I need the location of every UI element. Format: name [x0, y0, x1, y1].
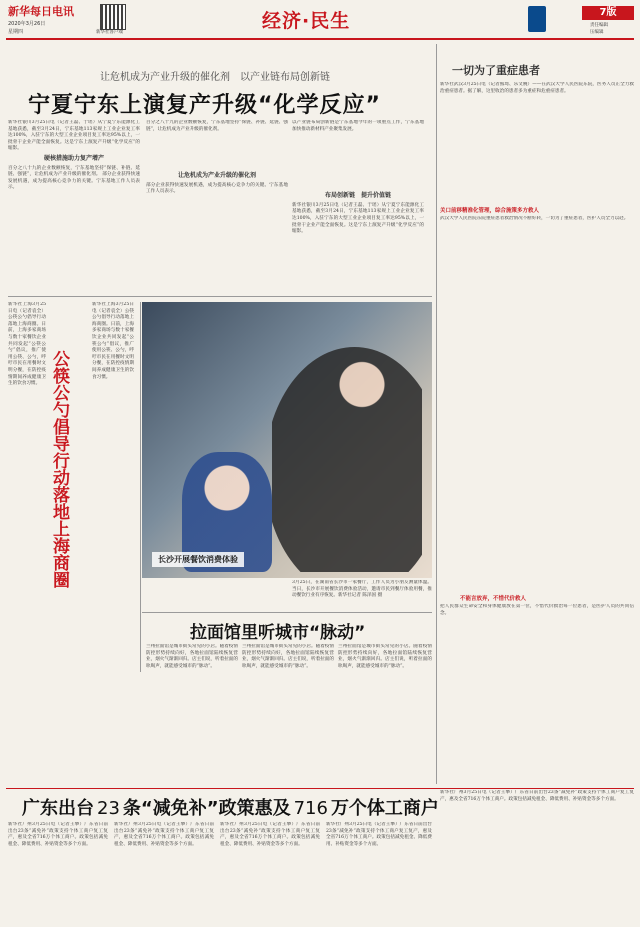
right-column-divider	[436, 44, 437, 784]
feature-text-1: 兰州拉面馆是城市街头常见的小店。随着疫情防控形势持续向好，各地拉面馆陆续恢复营业，烟火气渐渐回归。店主们说，听着拉面的吆喝声，就能感受城市的“脉动”。	[146, 644, 238, 669]
bottom-text-3: 新华社广州3月25日电（记者王攀）广东省日前出台23条“减免补”政策支持个体工商户复工复产，惠及全省716万个体工商户。政策包括减免租金、降低费用、补贴资金等多个方面。	[220, 822, 320, 847]
right-text-mid: 武汉大学人民医院东院重症患者救治情况不断好转，一切为了重症患者，医护人员全力以赴。	[440, 216, 629, 221]
paper-logo: 新华每日电讯	[8, 5, 74, 18]
masthead-rule	[6, 38, 634, 40]
lead-text-col-3: 以产业链布局创新链是宁东基地今年的一项重点工作，宁东基地加快推动新材料产业聚集发展。 布局创新链 提升价值链 新华社银川3月25日电（记者王磊、于瑶）从宁夏宁东能源化工基地获悉，截至3月24日，宁东基地113家规上工业企业复工率达100%，入驻宁东的大型工业企业项目复工率达95%以上，一批骨干企业产能全面恢复。这是宁东上演复产升级“化学反应”的缩影。	[292, 120, 424, 235]
photo-worker-figure	[272, 322, 422, 572]
right-headline: 一切为了重症患者	[452, 64, 540, 77]
lead-subhead-1: 硬核措施助力复产增产	[43, 154, 104, 162]
editor-line: 责任编辑	[590, 23, 608, 28]
lead-subhead-3: 让危机成为产业升级的催化剂	[177, 172, 256, 180]
lead-headline: 宁夏宁东上演复产升级“化学反应”	[28, 93, 381, 118]
right-subhead-2: 不能言放弃，不惜代价救人	[460, 596, 527, 602]
right-text-top: 新华社武汉3月25日电（记者熊琦、乐文婉）——在武汉大学人民医院东院，医务人员正全力救治重症患者。据了解，这里收治的患者多为重症和危重症患者。	[440, 82, 634, 94]
date-line: 2020年3月26日	[8, 21, 46, 27]
bottom-rule	[6, 788, 634, 789]
commentary-divider	[140, 302, 141, 672]
designer-line: 压编辑	[590, 30, 604, 35]
right-subhead-1: 关口前移精准化管理，综合施策多方救人	[440, 208, 540, 214]
commentary-text-2: 新华社上海3月25日电（记者袁全）公筷公勺倡导行动落地上海商圈。日前，上海多家商场与数十家餐饮企业共同发起“公筷公勺”倡议，推广使用公筷、公勺，呼吁市民在用餐时文明分餐，在防控疫情期间养成健康卫生的饮食习惯。	[92, 302, 134, 380]
bottom-text-4: 新华社广州3月25日电（记者王攀）广东省日前出台23条“减免补”政策支持个体工商户复工复产，惠及全省716万个体工商户。政策包括减免租金、降低费用、补贴资金等多个方面。	[326, 822, 432, 847]
lead-text-col-1: 新华社银川3月25日电（记者王磊、于瑶）从宁夏宁东能源化工基地获悉，截至3月24日，宁东基地113家规上工业企业复工率达100%，入驻宁东的大型工业企业项目复工率达95%以上，一批骨干企业产能全面恢复。这是宁东上演复产升级“化学反应”的缩影。 硬核措施助力复产增产 百分之八十九的企业数额恢复，宁东基地坚持“保链、补链、延链、强链”，让危机成为产业升级的催化剂。 部分企业获得快速发展机遇，成为提高核心竞争力的关键。宁东基地工作人员表示。	[8, 120, 140, 191]
page-number-badge: 7版	[582, 6, 634, 20]
feature-text-2: 兰州拉面馆是城市街头常见的小店。随着疫情防控形势持续向好，各地拉面馆陆续恢复营业，烟火气渐渐回归。店主们说，听着拉面的吆喝声，就能感受城市的“脉动”。	[242, 644, 334, 669]
commentary-text: 新华社上海3月25日电（记者袁全）公筷公勺倡导行动落地上海商圈。日前，上海多家商场与数十家餐饮企业共同发起“公筷公勺”倡议，推广使用公筷、公勺，呼吁市民在用餐时文明分餐，在防控疫情期间养成健康卫生的饮食习惯。	[8, 302, 46, 387]
lead-kicker: 让危机成为产业升级的催化剂 以产业链布局创新链	[100, 72, 330, 83]
right-text-bottom: 把人民群众生命安全和身体健康放在第一位，不惜代价救治每一位患者，是医护人员的共同信念。	[440, 604, 634, 616]
section-title: 经济·民生	[262, 10, 351, 32]
photo-caption: 3月25日，在湖南省长沙市一家餐厅，工作人员为小朋友测量体温。当日，长沙市开展餐饮消费体验活动，邀请市民到餐厅体验用餐，推动餐饮行业有序恢复。新华社记者 陈泽国 摄	[292, 580, 432, 599]
lead-text-col-4	[428, 120, 434, 292]
qr-code-icon	[100, 4, 126, 30]
xinhua-logo-icon	[528, 6, 546, 32]
weekday: 星期四	[8, 29, 24, 35]
lead-text-col-2: 百分之八十九的企业数额恢复，宁东基地坚持“保链、补链、延链、强链”，让危机成为产业升级的催化剂。 让危机成为产业升级的催化剂 部分企业获得快速发展机遇，成为提高核心竞争力的关键。宁东基地工作人员表示。	[146, 120, 288, 195]
lead-divider	[8, 296, 432, 297]
bottom-text-5: 新华社广州3月25日电（记者王攀）广东省日前出台23条“减免补”政策支持个体工商户复工复产，惠及全省716万个体工商户。政策包括减免租金、降低费用、补贴资金等多个方面。	[440, 790, 634, 802]
photo-overlay-caption: 长沙开展餐饮消费体验	[152, 552, 244, 567]
masthead	[0, 0, 640, 38]
bottom-text-2: 新华社广州3月25日电（记者王攀）广东省日前出台23条“减免补”政策支持个体工商户复工复产，惠及全省716万个体工商户。政策包括减免租金、降低费用、补贴资金等多个方面。	[114, 822, 214, 847]
news-photo	[142, 302, 432, 578]
photo-divider	[142, 612, 432, 613]
bottom-headline: 广东出台 23 条“减免补”政策惠及 716 万个体工商户	[22, 798, 439, 819]
commentary-vertical-title: 公筷公勺倡导行动落地上海商圈	[49, 350, 69, 588]
bottom-text-1: 新华社广州3月25日电（记者王攀）广东省日前出台23条“减免补”政策支持个体工商户复工复产，惠及全省716万个体工商户。政策包括减免租金、降低费用、补贴资金等多个方面。	[8, 822, 108, 847]
feature-text-3: 兰州拉面馆是城市街头常见的小店。随着疫情防控形势持续向好，各地拉面馆陆续恢复营业，烟火气渐渐回归。店主们说，听着拉面的吆喝声，就能感受城市的“脉动”。	[338, 644, 432, 669]
feature-headline: 拉面馆里听城市“脉动”	[190, 623, 366, 643]
lead-subhead-2: 布局创新链 提升价值链	[324, 192, 391, 200]
app-name: 新华社客户端	[96, 30, 123, 35]
